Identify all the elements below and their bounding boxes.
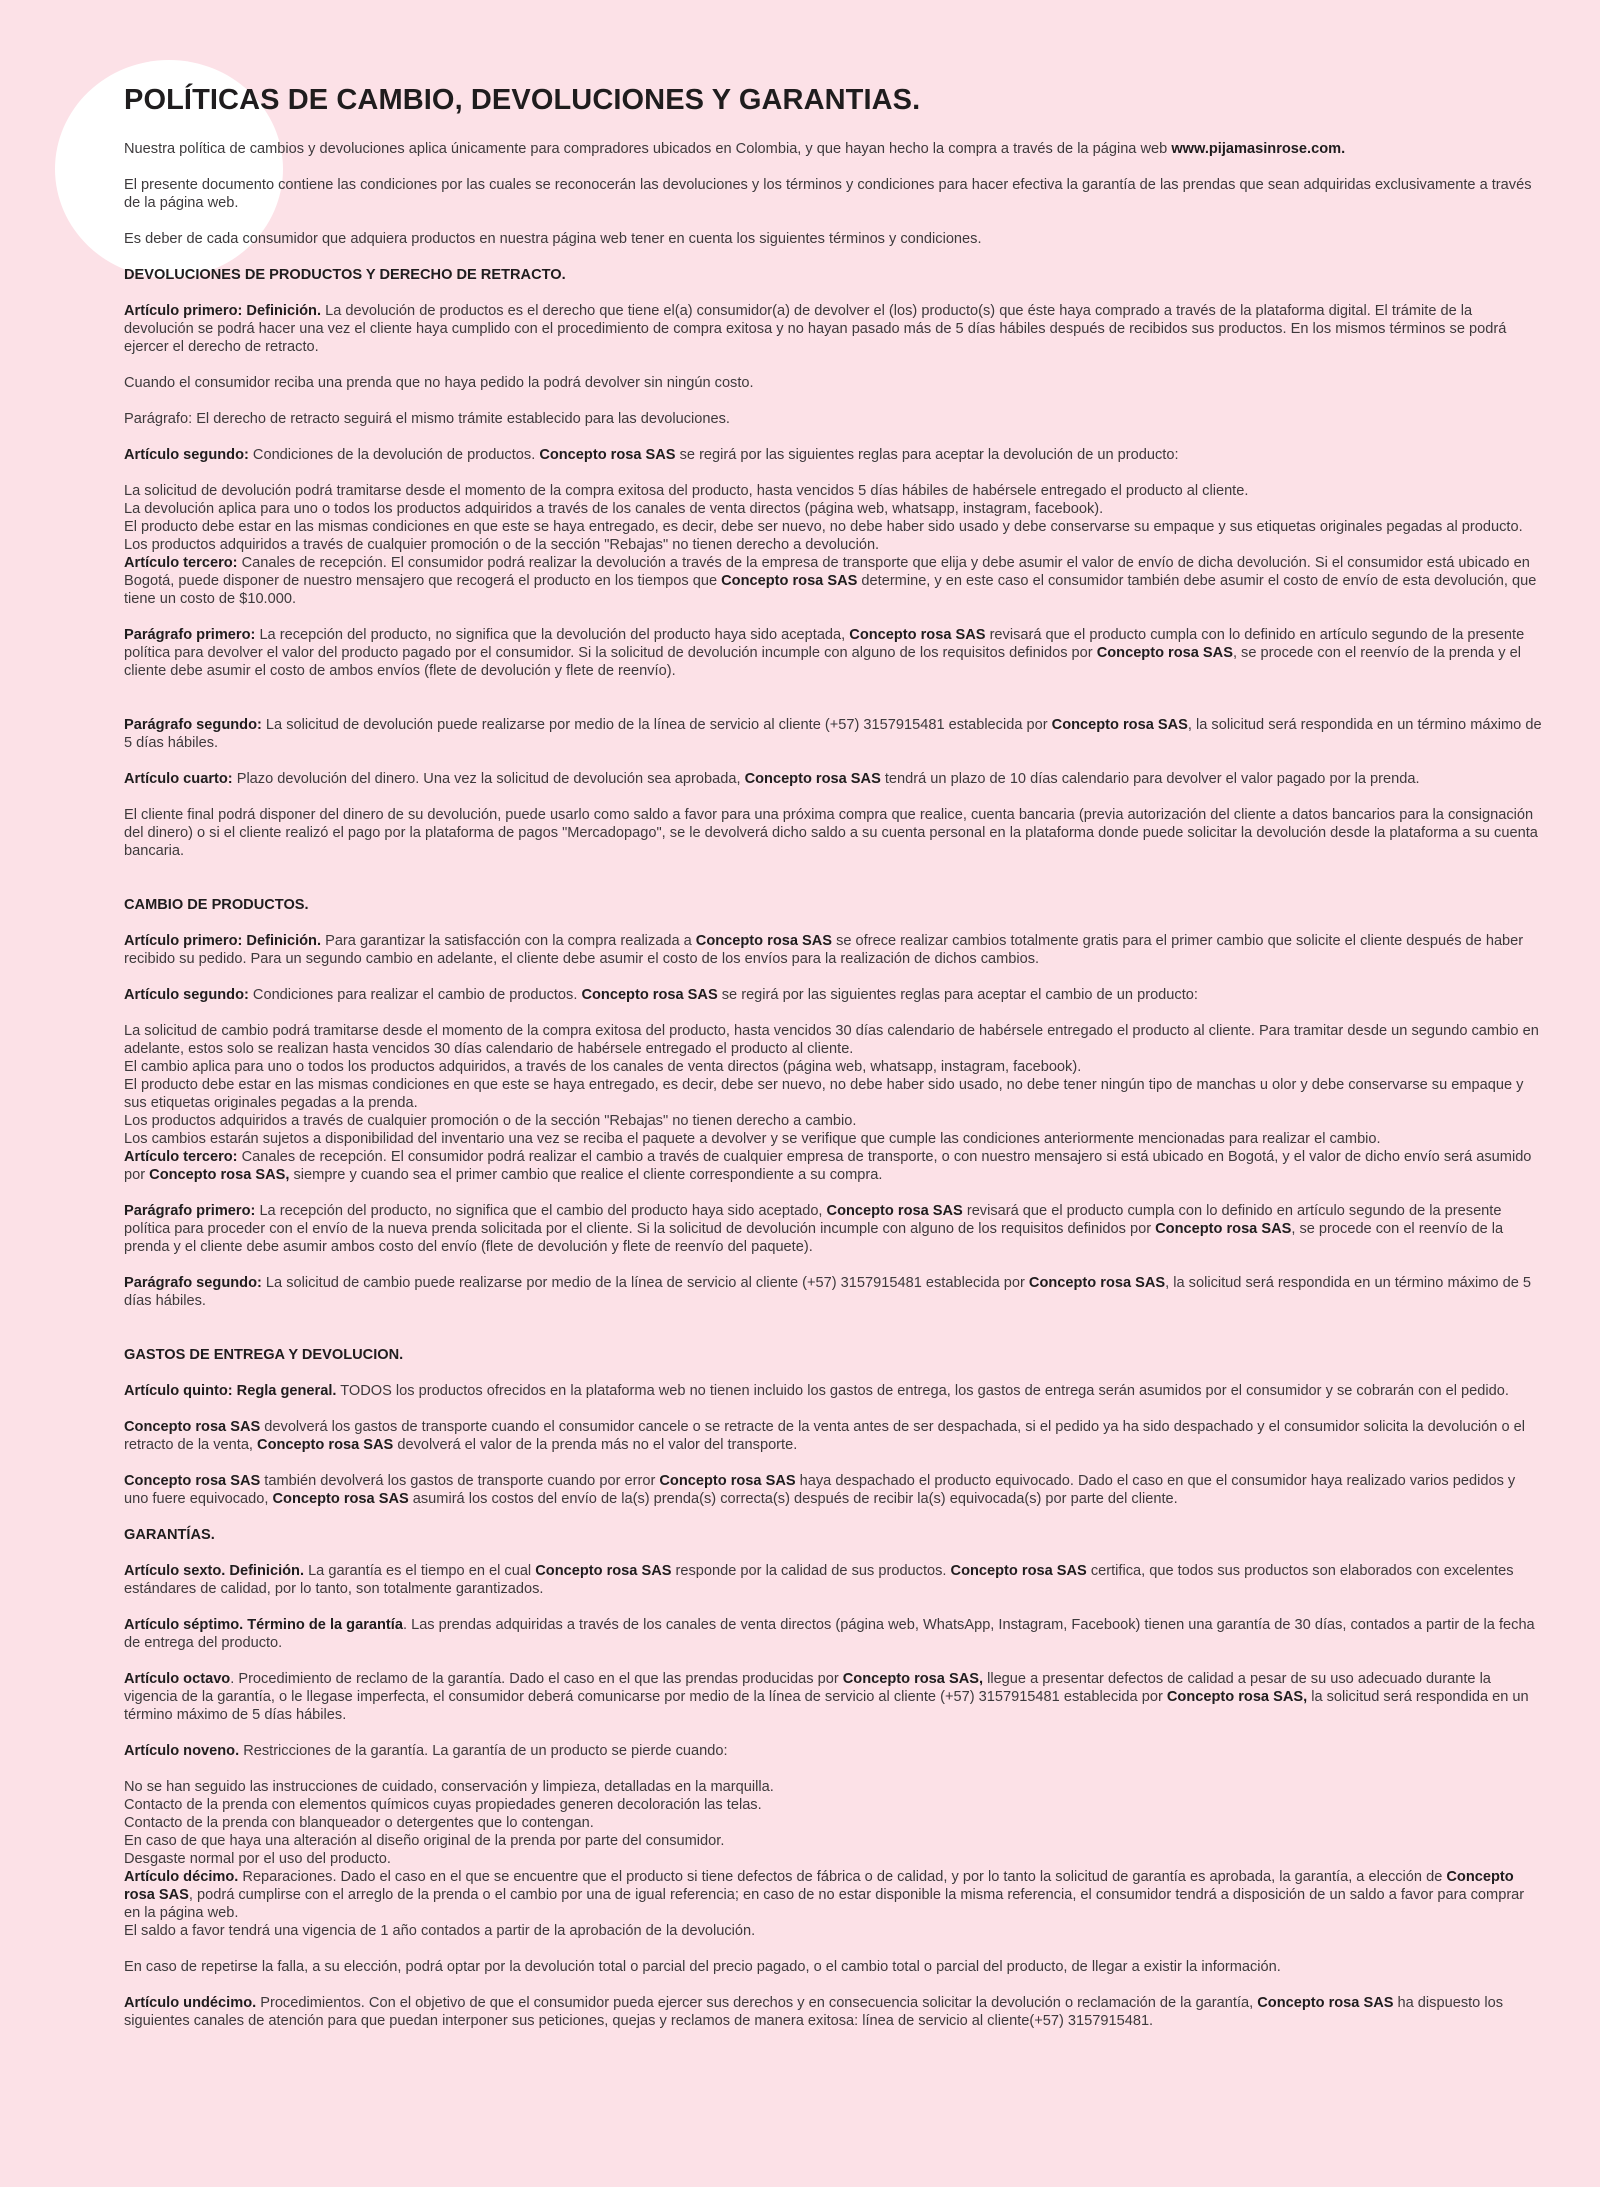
- article-label: Parágrafo segundo:: [124, 717, 262, 733]
- brand-name: Concepto rosa SAS: [1096, 645, 1233, 661]
- brand-name: Concepto rosa SAS: [721, 573, 858, 589]
- article-text: . Las prendas adquiridas a través de los canales de venta directos (página web, WhatsApp, Instagram, Facebook) tienen una garantía de 30 días, contados a partir de la fecha de entrega del producto.: [124, 1617, 1535, 1651]
- article-text: La garantía es el tiempo en el cual: [304, 1563, 536, 1579]
- devoluciones-article-4: [124, 770, 1542, 788]
- article-label: Artículo décimo.: [124, 1869, 239, 1885]
- devoluciones-retracto: Parágrafo: El derecho de retracto seguirá el mismo trámite establecido para las devoluciones.: [124, 411, 730, 427]
- devoluciones-paragraph-2: [124, 716, 1542, 752]
- brand-name: Concepto rosa SAS: [535, 1563, 672, 1579]
- list-item: Contacto de la prenda con elementos químicos cuyas propiedades generen decoloración las telas.: [124, 1797, 762, 1813]
- article-text: se ofrece realizar cambios totalmente gratis para el primer cambio que solicite el cliente después de haber recibido su pedido. Para un segundo cambio en adelante, el cliente debe asumir el costo de los envíos para la realización de dichos cambios.: [124, 933, 1524, 967]
- section-heading-garantias: GARANTÍAS.: [124, 1527, 215, 1543]
- article-text: La devolución de productos es el derecho que tiene el(a) consumidor(a) de devolver el (los) producto(s) que éste haya comprado a través de la plataforma digital. El trámite de la devolución se podrá hacer una vez el cliente haya cumplido con el procedimiento de compra exitosa y no hayan pasado más de 5 días hábiles después de recibidos sus productos. En los mismos términos se podrá ejercer el derecho de retracto.: [124, 303, 1507, 355]
- section-heading-gastos: GASTOS DE ENTREGA Y DEVOLUCION.: [124, 1347, 404, 1363]
- devoluciones-article-3: [124, 554, 1542, 608]
- article-text: . Procedimiento de reclamo de la garantía. Dado el caso en el que las prendas producidas por: [230, 1671, 843, 1687]
- cambio-article-1: [124, 932, 1542, 968]
- article-label: Parágrafo primero:: [124, 1203, 256, 1219]
- article-text: devolverá el valor de la prenda más no el valor del transporte.: [393, 1437, 798, 1453]
- spacer: [124, 698, 1542, 716]
- list-item: No se han seguido las instrucciones de cuidado, conservación y limpieza, detalladas en la marquilla.: [124, 1779, 774, 1795]
- devoluciones-rules-list: [124, 482, 1542, 554]
- gastos-paragraph-1: [124, 1418, 1542, 1454]
- article-label: Artículo sexto. Definición.: [124, 1563, 305, 1579]
- article-label: Artículo tercero:: [124, 555, 238, 571]
- garantias-falla: En caso de repetirse la falla, a su elección, podrá optar por la devolución total o parcial del precio pagado, o el cambio total o parcial del producto, de llegar a existir la información.: [124, 1959, 1281, 1975]
- list-item: La solicitud de devolución podrá tramitarse desde el momento de la compra exitosa del producto, hasta vencidos 5 días hábiles de habérsele entregado el producto al cliente.: [124, 483, 1249, 499]
- article-text: La solicitud de cambio puede realizarse por medio de la línea de servicio al cliente (+57) 3157915481 establecida por: [261, 1275, 1029, 1291]
- article-label: Artículo primero: Definición.: [124, 303, 322, 319]
- list-item: En caso de que haya una alteración al diseño original de la prenda por parte del consumidor.: [124, 1833, 725, 1849]
- intro-paragraph-2: El presente documento contiene las condiciones por las cuales se reconocerán las devoluciones y los términos y condiciones para hacer efectiva la garantía de las prendas que sean adquiridas exclusivamente a través de la página web.: [124, 177, 1532, 211]
- list-item: Contacto de la prenda con blanqueador o detergentes que lo contengan.: [124, 1815, 594, 1831]
- gastos-paragraph-2: [124, 1472, 1542, 1508]
- brand-name: Concepto rosa SAS: [1051, 717, 1188, 733]
- devoluciones-article-1: [124, 302, 1542, 356]
- brand-name: Concepto rosa SAS: [659, 1473, 796, 1489]
- cambio-article-3: [124, 1148, 1542, 1184]
- intro-paragraph-1: [124, 140, 1542, 158]
- article-text: haya despachado el producto equivocado. Dado el caso en que el consumidor haya realizado varios pedidos y uno fuere equivocado,: [124, 1473, 1516, 1507]
- brand-name: Concepto rosa SAS: [849, 627, 986, 643]
- brand-name: Concepto rosa SAS: [950, 1563, 1087, 1579]
- article-text: Plazo devolución del dinero. Una vez la solicitud de devolución sea aprobada,: [232, 771, 745, 787]
- cambio-rules-list: [124, 1022, 1542, 1148]
- devoluciones-dinero: El cliente final podrá disponer del dinero de su devolución, puede usarlo como saldo a favor para una próxima compra que realice, cuenta bancaria (previa autorización del cliente a datos bancarios para la consignación del dinero) o si el cliente realizó el pago por la plataforma de pagos "Mercadopago", se le devolverá dicho saldo a su cuenta personal en la plataforma donde puede solicitar la devolución desde la plataforma a su cuenta bancaria.: [124, 807, 1538, 859]
- brand-name: Concepto rosa SAS,: [149, 1167, 290, 1183]
- article-label: Parágrafo segundo:: [124, 1275, 262, 1291]
- brand-name: Concepto rosa SAS: [257, 1437, 394, 1453]
- article-text: revisará que el producto cumpla con lo definido en artículo segundo de la presente política para devolver el valor del producto pagado por el consumidor. Si la solicitud de devolución incumple con alguno de los requisitos definidos por: [124, 627, 1525, 661]
- cambio-article-2: [124, 986, 1542, 1004]
- brand-name: Concepto rosa SAS: [744, 771, 881, 787]
- article-text: ha dispuesto los siguientes canales de atención para que puedan interponer sus peticiones, quejas y reclamos de manera exitosa: línea de servicio al cliente(+57) 3157915481.: [124, 1995, 1503, 2029]
- list-item: Los cambios estarán sujetos a disponibilidad del inventario una vez se reciba el paquete a devolver y se verifique que cumple las condiciones anteriormente mencionadas para realizar el cambio.: [124, 1131, 1381, 1147]
- garantias-article-10: [124, 1868, 1542, 1922]
- article-text: Procedimientos. Con el objetivo de que el consumidor pueda ejercer sus derechos y en consecuencia solicitar la devolución o reclamación de la garantía,: [256, 1995, 1258, 2011]
- article-text: Restricciones de la garantía. La garantía de un producto se pierde cuando:: [239, 1743, 728, 1759]
- intro-text: Nuestra política de cambios y devoluciones aplica únicamente para compradores ubicados en Colombia, y que hayan hecho la compra a través de la página web: [124, 141, 1172, 157]
- list-item: Los productos adquiridos a través de cualquier promoción o de la sección "Rebajas" no tienen derecho a cambio.: [124, 1113, 857, 1129]
- garantias-article-8: [124, 1670, 1542, 1724]
- garantias-restrictions-list: [124, 1778, 1542, 1868]
- brand-name: Concepto rosa SAS: [826, 1203, 963, 1219]
- article-label: Artículo segundo:: [124, 447, 249, 463]
- list-item: El cambio aplica para uno o todos los productos adquiridos, a través de los canales de venta directos (página web, whatsapp, instagram, facebook).: [124, 1059, 1082, 1075]
- article-text: devolverá los gastos de transporte cuando el consumidor cancele o se retracte de la venta antes de ser despachada, si el pedido ya ha sido despachado y el consumidor solicita la devolución o el retracto de la venta,: [124, 1419, 1525, 1453]
- spacer: [124, 878, 1542, 896]
- article-text: , se procede con el reenvío de la prenda y el cliente debe asumir ambos costo del envío (flete de devolución y flete de reenvío del paquete).: [124, 1221, 1504, 1255]
- list-item: La devolución aplica para uno o todos los productos adquiridos a través de los canales de venta directos (página web, whatsapp, instagram, facebook).: [124, 501, 1104, 517]
- garantias-article-11: [124, 1994, 1542, 2030]
- article-text: Condiciones para realizar el cambio de productos.: [248, 987, 582, 1003]
- spacer: [124, 1328, 1542, 1346]
- brand-name: Concepto rosa SAS,: [1166, 1689, 1308, 1705]
- garantias-article-6: [124, 1562, 1542, 1598]
- article-text: Para garantizar la satisfacción con la compra realizada a: [321, 933, 696, 949]
- article-text: llegue a presentar defectos de calidad a pesar de su uso adecuado durante la vigencia de la garantía, o le llegase imperfecta, el consumidor deberá comunicarse por medio de la línea de servicio al cliente (+57) 3157915481 establecida por: [124, 1671, 1491, 1705]
- article-text: responde por la calidad de sus productos.: [671, 1563, 951, 1579]
- brand-name: Concepto rosa SAS: [272, 1491, 409, 1507]
- list-item: Los productos adquiridos a través de cualquier promoción o de la sección "Rebajas" no tienen derecho a devolución.: [124, 537, 880, 553]
- article-text: revisará que el producto cumpla con lo definido en artículo segundo de la presente política para proceder con el envío de la nueva prenda solicitada por el cliente. Si la solicitud de devolución incumple con alguno de los requisitos definidos por: [124, 1203, 1502, 1237]
- brand-name: Concepto rosa SAS: [1257, 1995, 1394, 2011]
- cambio-paragraph-1: [124, 1202, 1542, 1256]
- article-text: también devolverá los gastos de transporte cuando por error: [260, 1473, 660, 1489]
- page-title: POLÍTICAS DE CAMBIO, DEVOLUCIONES Y GARANTIAS.: [124, 84, 921, 116]
- article-text: , la solicitud será respondida en un término máximo de 5 días hábiles.: [124, 717, 1542, 751]
- devoluciones-article-2: [124, 446, 1542, 464]
- section-heading-devoluciones: DEVOLUCIONES DE PRODUCTOS Y DERECHO DE RETRACTO.: [124, 267, 566, 283]
- article-text: Condiciones de la devolución de productos.: [248, 447, 540, 463]
- article-text: se regirá por las siguientes reglas para aceptar la devolución de un producto:: [675, 447, 1179, 463]
- list-item: El producto debe estar en las mismas condiciones en que este se haya entregado, es decir, debe ser nuevo, no debe haber sido usado y debe conservarse su empaque y sus etiquetas originales pegadas al producto.: [124, 519, 1523, 535]
- article-label: Artículo séptimo. Término de la garantía: [124, 1617, 403, 1633]
- website-link[interactable]: www.pijamasinrose.com.: [1171, 141, 1346, 157]
- garantias-article-7: [124, 1616, 1542, 1652]
- section-heading-cambio: CAMBIO DE PRODUCTOS.: [124, 897, 309, 913]
- list-item: Desgaste normal por el uso del producto.: [124, 1851, 391, 1867]
- garantias-article-9: [124, 1742, 1542, 1760]
- brand-name: Concepto rosa SAS: [124, 1473, 261, 1489]
- article-label: Artículo octavo: [124, 1671, 231, 1687]
- brand-name: Concepto rosa SAS: [581, 987, 718, 1003]
- article-label: Artículo undécimo.: [124, 1995, 257, 2011]
- gastos-article-5: [124, 1382, 1542, 1400]
- article-text: , podrá cumplirse con el arreglo de la prenda o el cambio por una de igual referencia; en caso de no estar disponible la misma referencia, el consumidor tendrá a disposición de un saldo a favor para comprar en la página web.: [124, 1887, 1525, 1921]
- article-text: La solicitud de devolución puede realizarse por medio de la línea de servicio al cliente (+57) 3157915481 establecida por: [261, 717, 1052, 733]
- article-text: TODOS los productos ofrecidos en la plataforma web no tienen incluido los gastos de entrega, los gastos de entrega serán asumidos por el consumidor y se cobrarán con el pedido.: [336, 1383, 1509, 1399]
- list-item: La solicitud de cambio podrá tramitarse desde el momento de la compra exitosa del producto, hasta vencidos 30 días calendario de habérsele entregado el producto al cliente. Para tramitar desde un segundo cambio en adelante, estos solo se realizan hasta vencidos 30 días calendario de habérsele entregado el producto al cliente.: [124, 1023, 1539, 1057]
- devoluciones-no-cost: Cuando el consumidor reciba una prenda que no haya pedido la podrá devolver sin ningún costo.: [124, 375, 754, 391]
- article-text: la solicitud será respondida en un término máximo de 5 días hábiles.: [124, 1689, 1529, 1723]
- article-text: certifica, que todos sus productos son elaborados con excelentes estándares de calidad, por lo tanto, son totalmente garantizados.: [124, 1563, 1514, 1597]
- policy-document: [124, 80, 1542, 2048]
- article-label: Artículo noveno.: [124, 1743, 240, 1759]
- cambio-paragraph-2: [124, 1274, 1542, 1310]
- article-label: Artículo segundo:: [124, 987, 249, 1003]
- article-text: Canales de recepción. El consumidor podrá realizar la devolución a través de la empresa de transporte que elija y debe asumir el valor de envío de dicha devolución. Si el consumidor está ubicado en Bogotá, puede disponer de nuestro mensajero que recogerá el producto en los tiempos que: [124, 555, 1530, 589]
- brand-name: Concepto rosa SAS: [1028, 1275, 1166, 1291]
- list-item: El producto debe estar en las mismas condiciones en que este se haya entregado, es decir, debe ser nuevo, no debe haber sido usado, no debe tener ningún tipo de manchas u olor y debe conservarse su empaque y sus etiquetas originales pegadas a la prenda.: [124, 1077, 1524, 1111]
- article-text: siempre y cuando sea el primer cambio que realice el cliente correspondiente a su compra.: [289, 1167, 883, 1183]
- intro-paragraph-3: Es deber de cada consumidor que adquiera productos en nuestra página web tener en cuenta los siguientes términos y condiciones.: [124, 231, 982, 247]
- article-text: determine, y en este caso el consumidor también debe asumir el costo de envío de esta devolución, que tiene un costo de $10.000.: [124, 573, 1537, 607]
- article-label: Artículo cuarto:: [124, 771, 233, 787]
- brand-name: Concepto rosa SAS,: [842, 1671, 984, 1687]
- article-text: La recepción del producto, no significa que el cambio del producto haya sido aceptado,: [255, 1203, 827, 1219]
- brand-name: Concepto rosa SAS: [124, 1869, 1514, 1903]
- devoluciones-paragraph-1: [124, 626, 1542, 680]
- article-label: Artículo quinto: Regla general.: [124, 1383, 337, 1399]
- brand-name: Concepto rosa SAS: [1155, 1221, 1292, 1237]
- article-text: asumirá los costos del envío de la(s) prenda(s) correcta(s) después de recibir la(s) equivocada(s) por parte del cliente.: [408, 1491, 1178, 1507]
- article-text: Reparaciones. Dado el caso en el que se encuentre que el producto si tiene defectos de fábrica o de calidad, y por lo tanto la solicitud de garantía es aprobada, la garantía, a elección de: [238, 1869, 1447, 1885]
- article-label: Parágrafo primero:: [124, 627, 256, 643]
- article-label: Artículo tercero:: [124, 1149, 238, 1165]
- brand-name: Concepto rosa SAS: [695, 933, 833, 949]
- garantias-saldo: El saldo a favor tendrá una vigencia de 1 año contados a partir de la aprobación de la devolución.: [124, 1923, 756, 1939]
- article-text: se regirá por las siguientes reglas para aceptar el cambio de un producto:: [717, 987, 1198, 1003]
- article-text: Canales de recepción. El consumidor podrá realizar el cambio a través de cualquier empresa de transporte, o con nuestro mensajero si está ubicado en Bogotá, y el valor de dicho envío será asumido por: [124, 1149, 1532, 1183]
- article-text: tendrá un plazo de 10 días calendario para devolver el valor pagado por la prenda.: [880, 771, 1420, 787]
- brand-name: Concepto rosa SAS: [124, 1419, 261, 1435]
- article-text: , la solicitud será respondida en un término máximo de 5 días hábiles.: [124, 1275, 1532, 1309]
- brand-name: Concepto rosa SAS: [539, 447, 676, 463]
- article-text: , se procede con el reenvío de la prenda y el cliente debe asumir el costo de ambos envíos (flete de devolución y flete de reenvío).: [124, 645, 1521, 679]
- article-text: La recepción del producto, no significa que la devolución del producto haya sido aceptada,: [255, 627, 850, 643]
- article-label: Artículo primero: Definición.: [124, 933, 322, 949]
